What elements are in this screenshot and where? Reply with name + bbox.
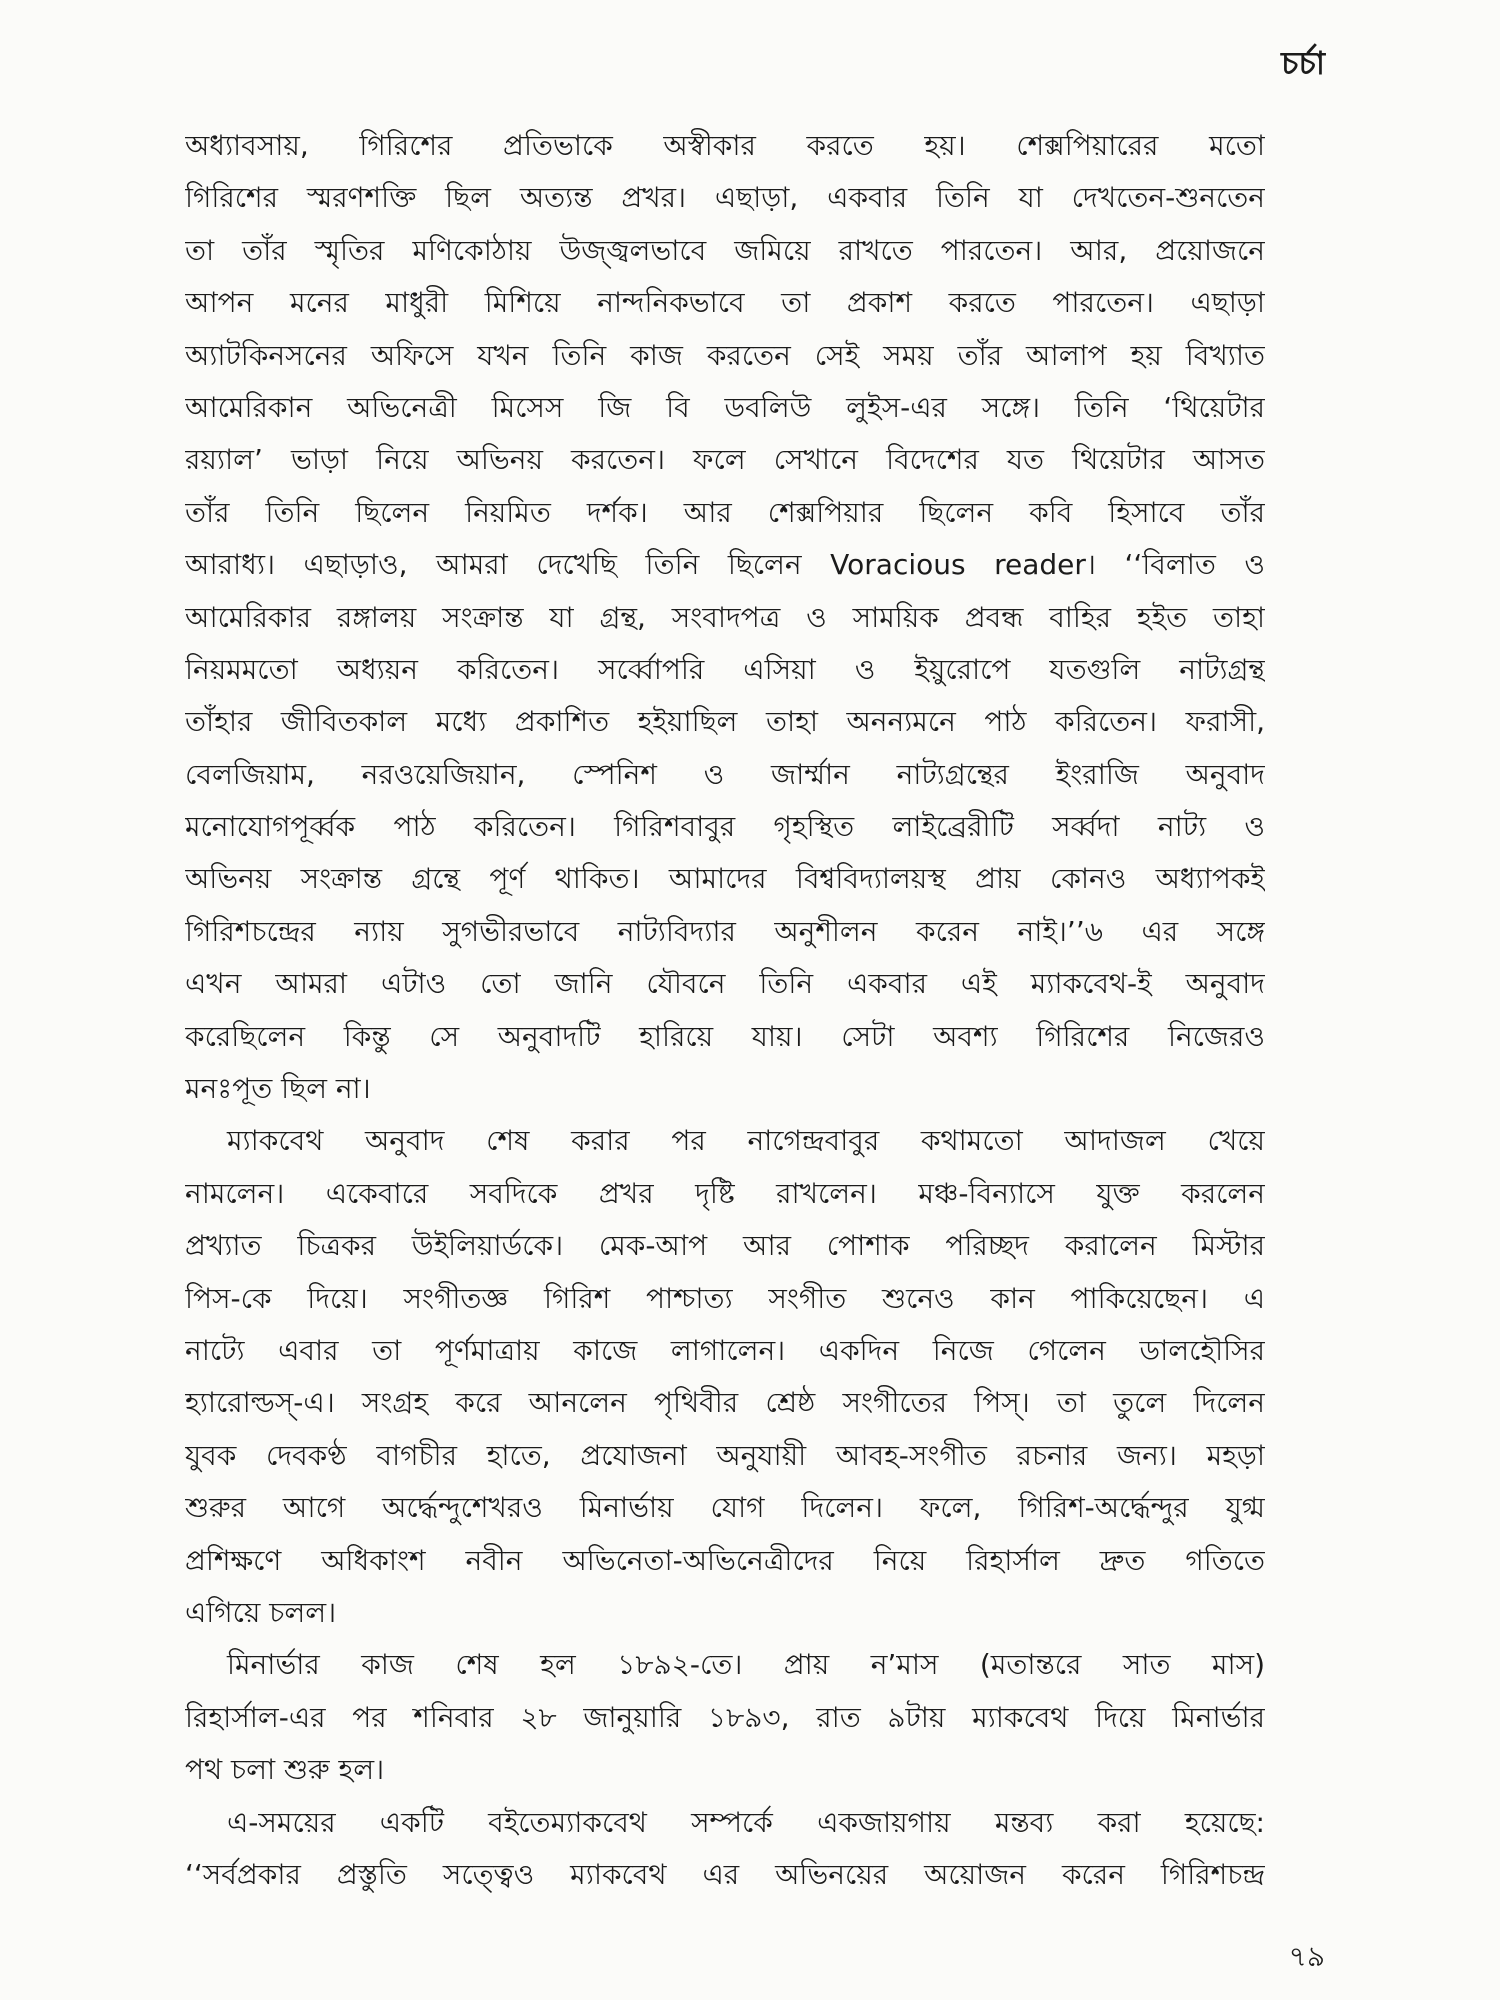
text-line: গিরিশচন্দ্রের ন্যায় সুগভীরভাবে নাট্যবিদ্যার অনুশীলন করেন নাই।’’৬ এর সঙ্গে (185, 914, 1265, 948)
text-line: ম্যাকবেথ অনুবাদ শেষ করার পর নাগেন্দ্রবাবুর কথামতো আদাজল খেয়ে (227, 1124, 1265, 1158)
text-line: অ্যাটকিনসনের অফিসে যখন তিনি কাজ করতেন সেই সময় তাঁর আলাপ হয় বিখ্যাত (185, 338, 1265, 372)
text-line: অভিনয় সংক্রান্ত গ্রন্থে পূর্ণ থাকিত। আমাদের বিশ্ববিদ্যালয়স্থ প্রায় কোনও অধ্যাপকই (185, 862, 1265, 896)
text-line: এখন আমরা এটাও তো জানি যৌবনে তিনি একবার এই ম্যাকবেথ-ই অনুবাদ (185, 967, 1265, 1001)
text-line: পিস-কে দিয়ে। সংগীতজ্ঞ গিরিশ পাশ্চাত্য সংগীত শুনেও কান পাকিয়েছেন। এ (185, 1281, 1265, 1315)
text-line: নামলেন। একেবারে সবদিকে প্রখর দৃষ্টি রাখলেন। মঞ্চ-বিন্যাসে যুক্ত করলেন (185, 1176, 1265, 1210)
text-line: প্রশিক্ষণে অধিকাংশ নবীন অভিনেতা-অভিনেত্রীদের নিয়ে রিহার্সাল দ্রুত গতিতে (185, 1543, 1265, 1577)
text-line: নিয়মমতো অধ্যয়ন করিতেন। সর্ব্বোপরি এসিয়া ও ইয়ুরোপে যতগুলি নাট্যগ্রন্থ (185, 652, 1265, 686)
text-line: অধ্যাবসায়, গিরিশের প্রতিভাকে অস্বীকার করতে হয়। শেক্সপিয়ারের মতো (185, 129, 1265, 162)
text-line: এ-সময়ের একটি বইতেম্যাকবেথ সম্পর্কে একজায়গায় মন্তব্য করা হয়েছে: (227, 1805, 1265, 1839)
text-line: আপন মনের মাধুরী মিশিয়ে নান্দনিকভাবে তা প্রকাশ করতে পারতেন। এছাড়া (185, 286, 1265, 320)
page-number: ৭৯ (1288, 1940, 1325, 1973)
text-line: ‘‘সর্বপ্রকার প্রস্তুতি সত্ত্বেও ম্যাকবেথ এর অভিনয়ের অয়োজন করেন গিরিশচন্দ্র (185, 1857, 1265, 1891)
text-line: আরাধ্য। এছাড়াও, আমরা দেখেছি তিনি ছিলেন Voracious reader। ‘‘বিলাত ও (185, 548, 1265, 582)
text-line: বেলজিয়াম, নরওয়েজিয়ান, স্পেনিশ ও জার্ম্মান নাট্যগ্রন্থের ইংরাজি অনুবাদ (185, 757, 1265, 791)
text-line: মিনার্ভার কাজ শেষ হল ১৮৯২-তে। প্রায় ন’মাস (মতান্তরে সাত মাস) (227, 1648, 1265, 1682)
text-line: নাট্যে এবার তা পূর্ণমাত্রায় কাজে লাগালেন। একদিন নিজে গেলেন ডালহৌসির (185, 1333, 1265, 1367)
text-line: মনোযোগপূর্ব্বক পাঠ করিতেন। গিরিশবাবুর গৃহস্থিত লাইব্রেরীটি সর্ব্বদা নাট্য ও (185, 810, 1265, 844)
text-line: তাঁর তিনি ছিলেন নিয়মিত দর্শক। আর শেক্সপিয়ার ছিলেন কবি হিসাবে তাঁর (185, 495, 1265, 529)
text-line: এগিয়ে চলল। (185, 1595, 337, 1629)
text-line: শুরুর আগে অর্দ্ধেন্দুশেখরও মিনার্ভায় যোগ দিলেন। ফলে, গিরিশ-অর্দ্ধেন্দুর যুগ্ম (185, 1491, 1265, 1525)
text-line: হ্যারোল্ডস্-এ। সংগ্রহ করে আনলেন পৃথিবীর শ্রেষ্ঠ সংগীতের পিস্। তা তুলে দিলেন (185, 1386, 1265, 1420)
text-line: করেছিলেন কিন্তু সে অনুবাদটি হারিয়ে যায়। সেটা অবশ্য গিরিশের নিজেরও (185, 1019, 1265, 1053)
text-line: মনঃপূত ছিল না। (185, 1072, 371, 1106)
text-line: আমেরিকান অভিনেত্রী মিসেস জি বি ডবলিউ লুইস-এর সঙ্গে। তিনি ‘থিয়েটার (185, 390, 1265, 424)
running-head: চর্চা (1281, 44, 1325, 82)
text-line: প্রখ্যাত চিত্রকর উইলিয়ার্ডকে। মেক-আপ আর পোশাক পরিচ্ছদ করালেন মিস্টার (185, 1229, 1265, 1263)
text-line: যুবক দেবকণ্ঠ বাগচীর হাতে, প্রযোজনা অনুযায়ী আবহ-সংগীত রচনার জন্য। মহড়া (185, 1438, 1265, 1472)
text-line: গিরিশের স্মরণশক্তি ছিল অত্যন্ত প্রখর। এছাড়া, একবার তিনি যা দেখতেন-শুনতেন (185, 181, 1265, 215)
text-line: পথ চলা শুরু হল। (185, 1753, 385, 1787)
text-line: তাঁহার জীবিতকাল মধ্যে প্রকাশিত হইয়াছিল তাহা অনন্যমনে পাঠ করিতেন। ফরাসী, (185, 705, 1265, 739)
text-line: তা তাঁর স্মৃতির মণিকোঠায় উজ্জ্বলভাবে জমিয়ে রাখতে পারতেন। আর, প্রয়োজনে (185, 233, 1265, 267)
body-text (185, 120, 1265, 1901)
text-line: আমেরিকার রঙ্গালয় সংক্রান্ত যা গ্রন্থ, সংবাদপত্র ও সাময়িক প্রবন্ধ বাহির হইত তাহা (185, 600, 1265, 634)
text-line: রয়্যাল’ ভাড়া নিয়ে অভিনয় করতেন। ফলে সেখানে বিদেশের যত থিয়েটার আসত (185, 443, 1265, 477)
text-line: রিহার্সাল-এর পর শনিবার ২৮ জানুয়ারি ১৮৯৩, রাত ৯টায় ম্যাকবেথ দিয়ে মিনার্ভার (185, 1700, 1265, 1734)
